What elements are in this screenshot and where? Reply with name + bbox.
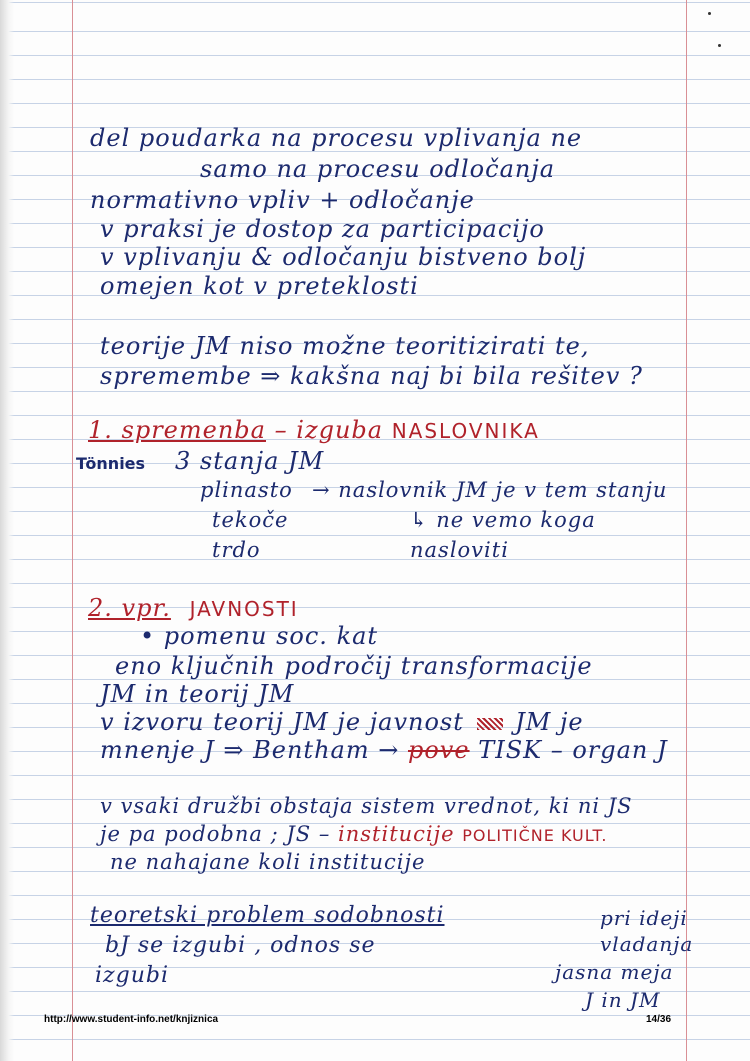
note-line-4: v praksi je dostop za participacijo (100, 215, 545, 243)
section-1-title-b: NASLOVNIKA (391, 419, 540, 443)
note-line-2: samo na procesu odločanja (200, 155, 556, 183)
section-2-line-2: eno ključnih področij transformacije (115, 652, 593, 680)
footer-page-number: 14/36 (646, 1014, 672, 1025)
section-2-line-7-b: institucije (338, 822, 455, 846)
note-line-8-a: spremembe (100, 362, 252, 390)
section-2-line-4 (100, 708, 584, 736)
section-1-dash: – (274, 416, 288, 444)
left-margin-line (72, 0, 73, 1061)
section-2-heading (88, 594, 299, 623)
section-1-row-3-a: trdo (212, 538, 261, 562)
right-margin-line (686, 0, 687, 1061)
section-2-line-5 (100, 736, 668, 764)
section-2-line-5-a: mnenje J ⇒ Bentham → (100, 736, 400, 764)
section-3-line-3: izgubi (95, 963, 169, 988)
paper-dot (718, 44, 721, 47)
page-edge-shadow (0, 0, 14, 1061)
side-note-4: J in JM (585, 988, 661, 1012)
section-1-number: 1. spremenba (88, 416, 266, 444)
section-1-row-1-b: → naslovnik JM je v tem stanju (312, 478, 668, 502)
section-2-line-8: ne nahajane koli institucije (110, 850, 426, 874)
note-line-7: teorije JM niso možne teoritizirati te, (100, 332, 590, 360)
section-2-line-7 (100, 820, 607, 850)
side-note-3: jasna meja (555, 960, 674, 984)
note-line-6: omejen kot v preteklosti (100, 272, 419, 300)
side-note-2: vladanja (600, 932, 694, 956)
section-2-line-4-b: JM je (515, 708, 584, 736)
section-2-line-1: • pomenu soc. kat (140, 622, 379, 650)
section-2-line-7-c: POLITIČNE KULT. (462, 826, 608, 845)
note-line-8 (100, 362, 643, 390)
section-2-line-5-crossed: pove (407, 736, 470, 764)
section-2-number: 2. vpr. (88, 594, 171, 622)
section-2-line-7-a: je pa podobna ; JS – (100, 822, 331, 846)
section-2-line-6: v vsaki družbi obstaja sistem vrednot, ki ni JS (100, 794, 633, 818)
section-1-row-1-a: plinasto (200, 478, 293, 502)
crossed-out-scribble (477, 718, 503, 730)
section-1-row-2-b: ↳ ne vemo koga (410, 508, 596, 532)
section-2-title: JAVNOSTI (189, 597, 299, 621)
section-1-title-a: izguba (296, 416, 384, 444)
section-2-line-5-c: TISK – organ J (478, 736, 668, 764)
section-3-line-1: teoretski problem sodobnosti (90, 903, 445, 928)
section-2-line-4-a: v izvoru teorij JM je javnost (100, 708, 464, 736)
note-line-8-b: ⇒ kakšna naj bi bila rešitev ? (260, 362, 643, 390)
section-1-heading (88, 416, 540, 445)
note-line-3: normativno vpliv + odločanje (90, 186, 475, 214)
paper-dot (708, 12, 711, 15)
note-line-5: v vplivanju & odločanju bistveno bolj (100, 243, 587, 271)
section-1-row-2-a: tekoče (212, 508, 289, 532)
footer-url: http://www.student-info.net/knjiznica (44, 1014, 219, 1025)
section-2-line-3: JM in teorij JM (100, 680, 295, 708)
side-note-1: pri ideji (600, 906, 688, 930)
section-1-stanja: 3 stanja JM (175, 447, 325, 475)
section-1-row-3-b: nasloviti (410, 538, 509, 562)
section-3-line-2: bJ se izgubi , odnos se (105, 933, 376, 958)
note-line-1: del poudarka na procesu vplivanja ne (90, 124, 583, 152)
section-1-tonnies: Tönnies (76, 454, 146, 473)
